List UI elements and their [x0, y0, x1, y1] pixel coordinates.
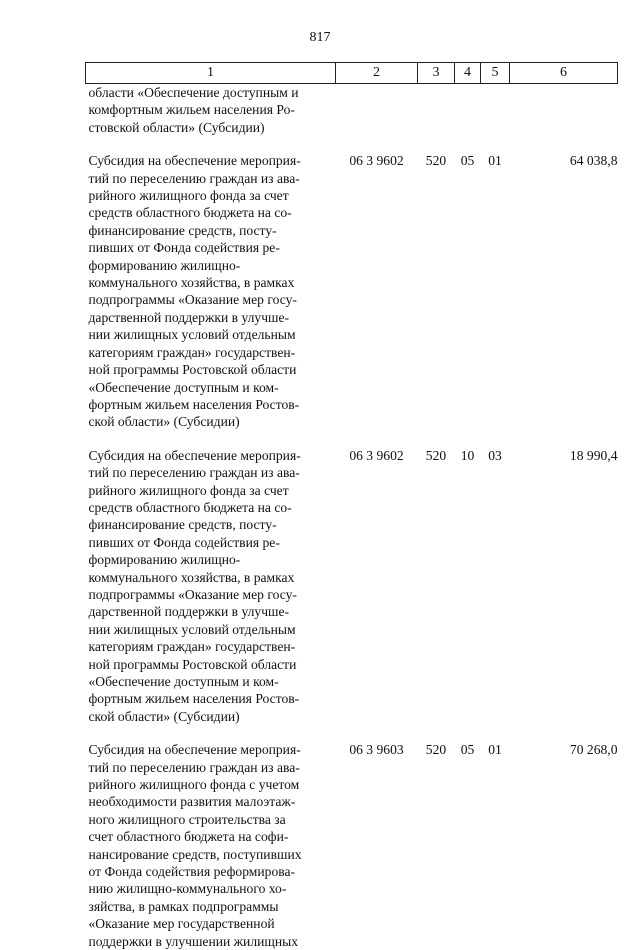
row-amount: 18 990,4 [510, 431, 618, 726]
description-line: «Обеспечение доступным и ком- [89, 379, 332, 396]
description-line: подпрограммы «Оказание мер госу- [89, 291, 332, 308]
row-expense-type: 520 [418, 431, 455, 726]
description-line: рийного жилищного фонда с учетом [89, 776, 332, 793]
budget-table-wrapper [85, 62, 617, 950]
description-line: нии жилищных условий отдельным [89, 326, 332, 343]
description-line: необходимости развития малоэтаж- [89, 793, 332, 810]
row-subsection: 01 [481, 136, 510, 431]
row-code: 06 3 9603 [336, 725, 418, 950]
row-description [86, 136, 336, 431]
description-line: Субсидия на обеспечение мероприя- [89, 447, 332, 464]
header-col-4: 4 [455, 63, 481, 84]
header-col-5: 5 [481, 63, 510, 84]
page-number: 817 [0, 30, 640, 46]
description-line: пивших от Фонда содействия ре- [89, 239, 332, 256]
row-description [86, 431, 336, 726]
description-line: коммунального хозяйства, в рамках [89, 569, 332, 586]
description-line: комфортным жильем населения Ро- [89, 101, 332, 118]
description-line: фортным жильем населения Ростов- [89, 396, 332, 413]
row-description [86, 84, 336, 137]
row-section: 05 [455, 725, 481, 950]
budget-table [85, 62, 618, 950]
description-line: формированию жилищно- [89, 551, 332, 568]
description-line: «Обеспечение доступным и ком- [89, 673, 332, 690]
description-line: ской области» (Субсидии) [89, 413, 332, 430]
description-line: дарственной поддержки в улучше- [89, 603, 332, 620]
header-col-1: 1 [86, 63, 336, 84]
description-line: ской области» (Субсидии) [89, 708, 332, 725]
description-line: категориям граждан» государствен- [89, 638, 332, 655]
description-line: ного жилищного строительства за [89, 811, 332, 828]
row-section: 10 [455, 431, 481, 726]
description-line: фортным жильем населения Ростов- [89, 690, 332, 707]
description-line: Субсидия на обеспечение мероприя- [89, 152, 332, 169]
row-expense-type: 520 [418, 725, 455, 950]
row-code [336, 84, 418, 137]
description-line: тий по переселению граждан из ава- [89, 170, 332, 187]
table-row [86, 725, 618, 950]
row-subsection [481, 84, 510, 137]
description-line: рийного жилищного фонда за счет [89, 187, 332, 204]
description-line: нии жилищных условий отдельным [89, 621, 332, 638]
row-subsection: 01 [481, 725, 510, 950]
description-line: счет областного бюджета на софи- [89, 828, 332, 845]
table-body [86, 84, 618, 950]
header-row [86, 63, 618, 84]
description-line: подпрограммы «Оказание мер госу- [89, 586, 332, 603]
row-amount: 70 268,0 [510, 725, 618, 950]
header-col-6: 6 [510, 63, 618, 84]
description-line: нию жилищно-коммунального хо- [89, 880, 332, 897]
description-line: нансирование средств, поступивших [89, 846, 332, 863]
description-line: финансирование средств, посту- [89, 222, 332, 239]
row-expense-type [418, 84, 455, 137]
row-subsection: 03 [481, 431, 510, 726]
description-line: коммунального хозяйства, в рамках [89, 274, 332, 291]
row-section [455, 84, 481, 137]
table-row [86, 136, 618, 431]
description-line: тий по переселению граждан из ава- [89, 759, 332, 776]
table-row [86, 431, 618, 726]
description-line: зяйства, в рамках подпрограммы [89, 898, 332, 915]
description-line: пивших от Фонда содействия ре- [89, 534, 332, 551]
row-expense-type: 520 [418, 136, 455, 431]
table-row [86, 84, 618, 137]
description-line: тий по переселению граждан из ава- [89, 464, 332, 481]
description-line: формированию жилищно- [89, 257, 332, 274]
description-line: стовской области» (Субсидии) [89, 119, 332, 136]
description-line: рийного жилищного фонда за счет [89, 482, 332, 499]
header-col-3: 3 [418, 63, 455, 84]
row-amount: 64 038,8 [510, 136, 618, 431]
description-line: ной программы Ростовской области [89, 656, 332, 673]
description-line: «Оказание мер государственной [89, 915, 332, 932]
row-description [86, 725, 336, 950]
description-line: поддержки в улучшении жилищных [89, 933, 332, 950]
description-line: средств областного бюджета на со- [89, 499, 332, 516]
description-line: финансирование средств, посту- [89, 516, 332, 533]
description-line: Субсидия на обеспечение мероприя- [89, 741, 332, 758]
description-line: области «Обеспечение доступным и [89, 84, 332, 101]
row-section: 05 [455, 136, 481, 431]
row-code: 06 3 9602 [336, 136, 418, 431]
description-line: средств областного бюджета на со- [89, 204, 332, 221]
description-line: от Фонда содействия реформирова- [89, 863, 332, 880]
header-col-2: 2 [336, 63, 418, 84]
row-code: 06 3 9602 [336, 431, 418, 726]
description-line: ной программы Ростовской области [89, 361, 332, 378]
description-line: категориям граждан» государствен- [89, 344, 332, 361]
description-line: дарственной поддержки в улучше- [89, 309, 332, 326]
row-amount [510, 84, 618, 137]
